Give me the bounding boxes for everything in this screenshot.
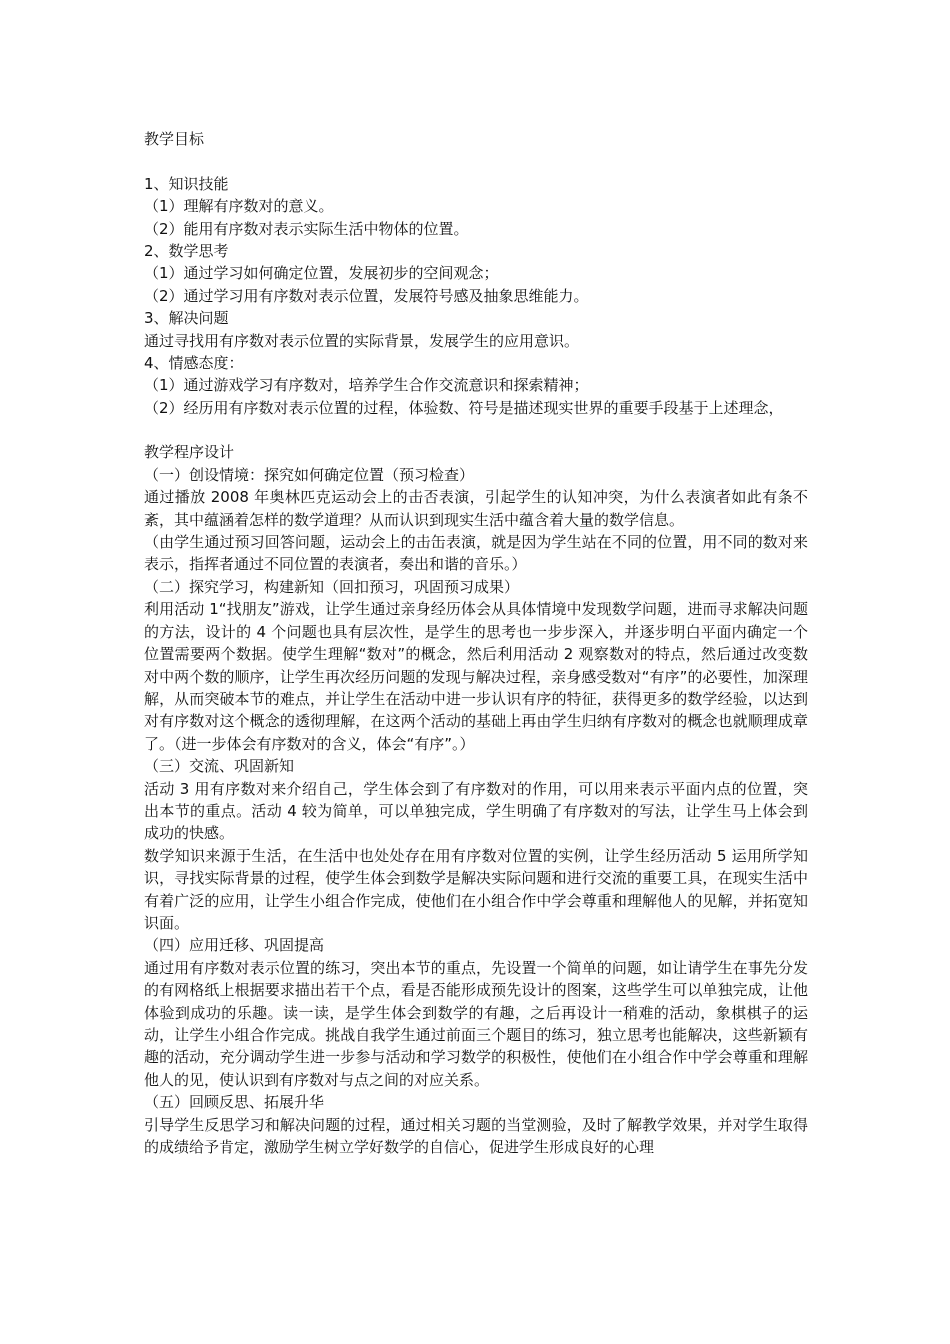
section3-title: 3、解决问题 [144,309,229,328]
step4-title: （四）应用迁移、巩固提高 [144,936,325,955]
step5-paragraph: 引导学生反思学习和解决问题的过程，通过相关习题的当堂测验，及时了解教学效果，并对学生取得的成绩给予肯定，激励学生树立学好数学的自信心，促进学生形成良好的心理 [144,1115,808,1156]
step1-paragraph: 通过播放 2008 年奥林匹克运动会上的击否表演，引起学生的认知冲突，为什么表演者如此有条不紊，其中蕴涵着怎样的数学道理？从而认识到现实生活中蕴含着大量的数学信息。 [144,488,808,529]
section2-item: （2）通过学习用有序数对表示位置，发展符号感及抽象思维能力。 [144,286,589,305]
step5-title: （五）回顾反思、拓展升华 [144,1093,325,1112]
step2-title: （二）探究学习，构建新知（回扣预习，巩固预习成果） [144,577,520,596]
section2-title: 2、数学思考 [144,241,229,260]
section3-text: 通过寻找用有序数对表示位置的实际背景，发展学生的应用意识。 [144,331,580,350]
section1-title: 1、知识技能 [144,174,229,193]
step3-title: （三）交流、巩固新知 [144,757,295,776]
section4-item: （2）经历用有序数对表示位置的过程，体验数、符号是描述现实世界的重要手段基于上述理念， [144,398,784,417]
section2-item: （1）通过学习如何确定位置，发展初步的空间观念； [144,264,499,283]
section1-item: （2）能用有序数对表示实际生活中物体的位置。 [144,219,469,238]
document-page [144,128,808,1158]
spacer [144,150,808,172]
step3-paragraph: 活动 3 用有序数对来介绍自己，学生体会到了有序数对的作用，可以用来表示平面内点的位置，突出本节的重点。活动 4 较为简单，可以单独完成，学生明确了有序数对的写法，让学生马上体会到成功的快感。 [144,779,808,843]
step3-paragraph: 数学知识来源于生活，在生活中也处处存在用有序数对位置的实例，让学生经历活动 5 运用所学知识，寻找实际背景的过程，使学生体会到数学是解决实际问题和进行交流的重要工具，在现实生活中有着广泛的应用，让学生小组合作完成，使他们在小组合作中学会尊重和理解他人的见解，并拓宽知识面。 [144,846,808,932]
step2-paragraph: 利用活动 1“找朋友”游戏，让学生通过亲身经历体会从具体情境中发现数学问题，进而寻求解决问题的方法，设计的 4 个问题也具有层次性，是学生的思考也一步步深入，并逐步明白平面内确定一个位置需要两个数据。使学生理解“数对”的概念，然后利用活动 2 观察数对的特点，然后通过改变数对中两个数的顺序，让学生再次经历问题的发现与解决过程，亲身感受数对“有序”的必要性，加深理解，从而突破本节的难点，并让学生在活动中进一步认识有序的特征，获得更多的数学经验，以达到对有序数对这个概念的透彻理解，在这两个活动的基础上再由学生归纳有序数对的概念也就顺理成章了。（进一步体会有序数对的含义，体会“有序”。） [144,600,808,753]
objectives-heading: 教学目标 [144,130,205,148]
section4-item: （1）通过游戏学习有序数对，培养学生合作交流意识和探索精神； [144,376,589,395]
design-heading: 教学程序设计 [144,443,235,462]
step1-title: （一）创设情境：探究如何确定位置（预习检查） [144,465,475,484]
step4-paragraph: 通过用有序数对表示位置的练习，突出本节的重点，先设置一个简单的问题，如让请学生在事先分发的有网格纸上根据要求描出若干个点，看是否能形成预先设计的图案，这些学生可以单独完成，让他体验到成功的乐趣。读一读，是学生体会到数学的有趣，之后再设计一稍难的活动，象棋棋子的运动，让学生小组合作完成。挑战自我学生通过前面三个题目的练习，独立思考也能解决，这些新颖有趣的活动，充分调动学生进一步参与活动和学习数学的积极性，使他们在小组合作中学会尊重和理解他人的见，使认识到有序数对与点之间的对应关系。 [144,958,808,1089]
section1-item: （1）理解有序数对的意义。 [144,197,334,216]
section4-title: 4、情感态度： [144,353,244,372]
step1-paragraph: （由学生通过预习回答问题，运动会上的击缶表演，就是因为学生站在不同的位置，用不同的数对来表示，指挥者通过不同位置的表演者，奏出和谐的音乐。） [144,533,808,574]
spacer [144,419,808,441]
